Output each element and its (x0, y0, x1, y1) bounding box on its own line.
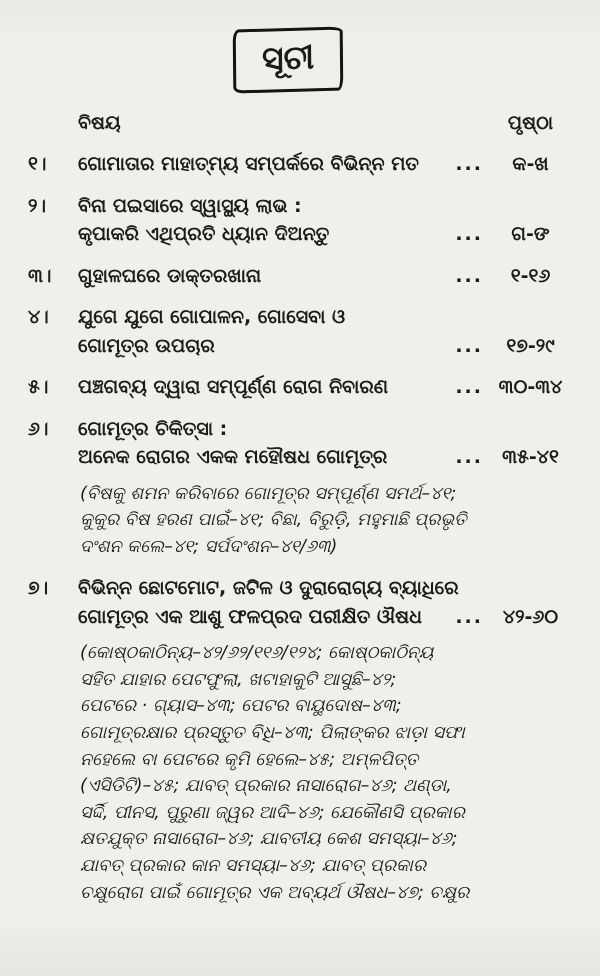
entry-number: ୩। (28, 264, 52, 287)
toc-entry (28, 574, 578, 907)
leader-dots: ... (455, 264, 483, 287)
entry-number: ୬। (28, 417, 49, 440)
page-title-box (233, 26, 344, 93)
entry-lines (78, 373, 578, 402)
table-of-contents (28, 150, 578, 907)
entry-title-text: ଗୁହାଳଘରେ ଡାକ୍ତରଖାନା (78, 264, 262, 287)
toc-column-headers (28, 112, 578, 134)
entry-lines (78, 262, 578, 291)
entry-note-line: ନହେଲେ ବା ପେଟରେ କୃମି ହେଲେ–୪୫; ଅମ୍ଳପିତ୍ତ (80, 749, 419, 770)
entry-note-line: (କୋଷ୍ଠକାଠିନ୍ୟ–୪୨/୬୨/୧୧୬/୧୨୪; କୋଷ୍ଠକାଠିନ୍ୟ (80, 643, 434, 664)
entry-number: ୪। (28, 306, 49, 328)
toc-entry (28, 373, 578, 402)
entry-title-line (78, 262, 578, 291)
entry-title-text: ଗୋମୂତ୍ର ଉପଚାର (78, 334, 215, 357)
leader-dots: ... (455, 223, 483, 245)
entry-lines (78, 415, 578, 562)
leader-dots: ... (455, 605, 483, 628)
entry-title-line (78, 603, 578, 632)
toc-entry (28, 303, 578, 360)
entry-page-range: ୧-୧୬ (510, 264, 551, 287)
entry-number: ୫। (28, 376, 49, 398)
page-column-header: ପୃଷ୍ଠା (507, 112, 554, 134)
entry-note-line: (ବିଷକୁ ଶମନ କରିବାରେ ଗୋମୂତ୍ର ସମ୍ପୂର୍ଣ୍ଣ ସମର୍ଥ–୪୧; (80, 483, 457, 504)
entry-page-range: କ-ଖ (512, 153, 549, 175)
entry-title-text: ବିଭିନ୍ନ ଛୋଟମୋଟ, ଜଟିଳ ଓ ଦୁରାରୋଗ୍ୟ ବ୍ୟାଧିରେ (78, 577, 459, 600)
entry-title-line (78, 192, 578, 221)
entry-title-text: କୃପାକରି ଏଥିପ୍ରତି ଧ୍ୟାନ ଦିଅନ୍ତୁ (78, 223, 330, 245)
entry-lines (78, 303, 578, 360)
entry-lines (78, 150, 578, 179)
entry-page-range: ୩୫-୪୧ (502, 446, 559, 468)
entry-title-line (78, 415, 578, 444)
entry-page-range: ଗ-ଙ (511, 223, 550, 245)
toc-entry (28, 192, 578, 249)
entry-number: ୭। (28, 577, 49, 600)
entry-title-line (78, 332, 578, 361)
leader-dots: ... (455, 376, 483, 398)
entry-title-line (78, 574, 578, 603)
leader-dots: ... (455, 334, 483, 357)
entry-note-line: ଦଂଶନ କଲେ–୪୧; ସର୍ପଦଂଶନ–୪୧/୬୩) (80, 536, 338, 557)
entry-title-line (78, 303, 578, 332)
entry-title-text: ଗୋମୂତ୍ର ଚିକିତ୍ସା : (78, 417, 228, 440)
entry-note-line: (ଏସିଡିଟି)–୪୫; ଯାବତ୍ ପ୍ରକାର ନାସାରୋଗ–୪୬; ଥଣ୍ଡା, (80, 776, 452, 797)
entry-note-line: ଚକ୍ଷୁରୋଗ ପାଇଁ ଗୋମୂତ୍ର ଏକ ଅବ୍ୟର୍ଥ ଔଷଧ–୪୭; ଚକ୍ଷୁର (80, 882, 470, 903)
entry-note-line: କୁକୁର ବିଷ ହରଣ ପାଇଁ–୪୧; ବିଛା, ବିରୁଡ଼ି, ମହୁମାଛି ପ୍ରଭୃତି (80, 510, 467, 531)
entry-title-text: ବିନା ପଇସାରେ ସ୍ୱାସ୍ଥ୍ୟ ଲାଭ : (78, 194, 302, 217)
entry-title-line (78, 150, 578, 179)
entry-number: ୨। (28, 194, 47, 217)
entry-note-line: କ୍ଷତଯୁକ୍ତ ନାସାରୋଗ–୪୬; ଯାବତୀୟ କେଶ ସମସ୍ୟା–୪୬; (80, 829, 458, 850)
entry-page-range: ୪୨-୬୦ (502, 605, 559, 628)
leader-dots: ... (455, 153, 483, 175)
entry-title-text: ଯୁଗେ ଯୁଗେ ଗୋପାଳନ, ଗୋସେବା ଓ (78, 306, 346, 328)
entry-note (80, 640, 578, 906)
entry-title-text: ପଞ୍ଚଗବ୍ୟ ଦ୍ୱାରା ସମ୍ପୂର୍ଣ୍ଣ ରୋଗ ନିବାରଣ (78, 376, 389, 398)
entry-note (80, 481, 578, 561)
entry-lines (78, 574, 578, 907)
entry-note-line: ଯାବତ୍ ପ୍ରକାର କାନ ସମସ୍ୟା–୪୬; ଯାବତ୍ ପ୍ରକାର (80, 856, 427, 877)
entry-title-text: ଗୋମୂତ୍ର ଏକ ଆଶୁ ଫଳପ୍ରଦ ପରୀକ୍ଷିତ ଔଷଧ (78, 605, 423, 628)
entry-title-text: ଗୋମାତାର ମାହାତ୍ମ୍ୟ ସମ୍ପର୍କରେ ବିଭିନ୍ନ ମତ (78, 153, 419, 175)
toc-entry (28, 262, 578, 291)
toc-entry (28, 415, 578, 562)
entry-lines (78, 192, 578, 249)
entry-title-line (78, 220, 578, 249)
subject-column-header: ବିଷୟ (78, 112, 121, 134)
entry-note-line: ସହିତ ଯାହାର ପେଟଫୁଲା, ଖଟାହାକୁଟି ଆସୁଛି–୪୨; (80, 669, 397, 690)
page-title: ସୂଚୀ (261, 37, 315, 78)
entry-number: ୧। (28, 153, 47, 175)
entry-title-line (78, 373, 578, 402)
entry-note-line: ସର୍ଦ୍ଦି, ପୀନସ, ପୁରୁଣା ଜ୍ୱର ଆଦି–୪୬; ଯେକୌଣସି ପ୍ରକାର (80, 802, 465, 823)
entry-title-text: ଅନେକ ରୋଗର ଏକକ ମହୌଷଧ ଗୋମୂତ୍ର (78, 446, 388, 468)
toc-entry (28, 150, 578, 179)
entry-page-range: ୧୭-୨୯ (506, 334, 555, 357)
title-wrap (28, 28, 548, 92)
entry-note-line: ଗୋମୂତ୍ରକ୍ଷାର ପ୍ରସ୍ତୁତ ବିଧି–୪୩; ପିଲାଙ୍କର ଝାଡ଼ା ସଫା (80, 723, 465, 744)
leader-dots: ... (455, 446, 483, 468)
entry-note-line: ପେଟରେ · ଗ୍ୟାସ–୪୩; ପେଟର ବାୟୁଦୋଷ–୪୩; (80, 696, 402, 717)
entry-title-line (78, 443, 578, 472)
entry-page-range: ୩୦-୩୪ (498, 376, 563, 398)
